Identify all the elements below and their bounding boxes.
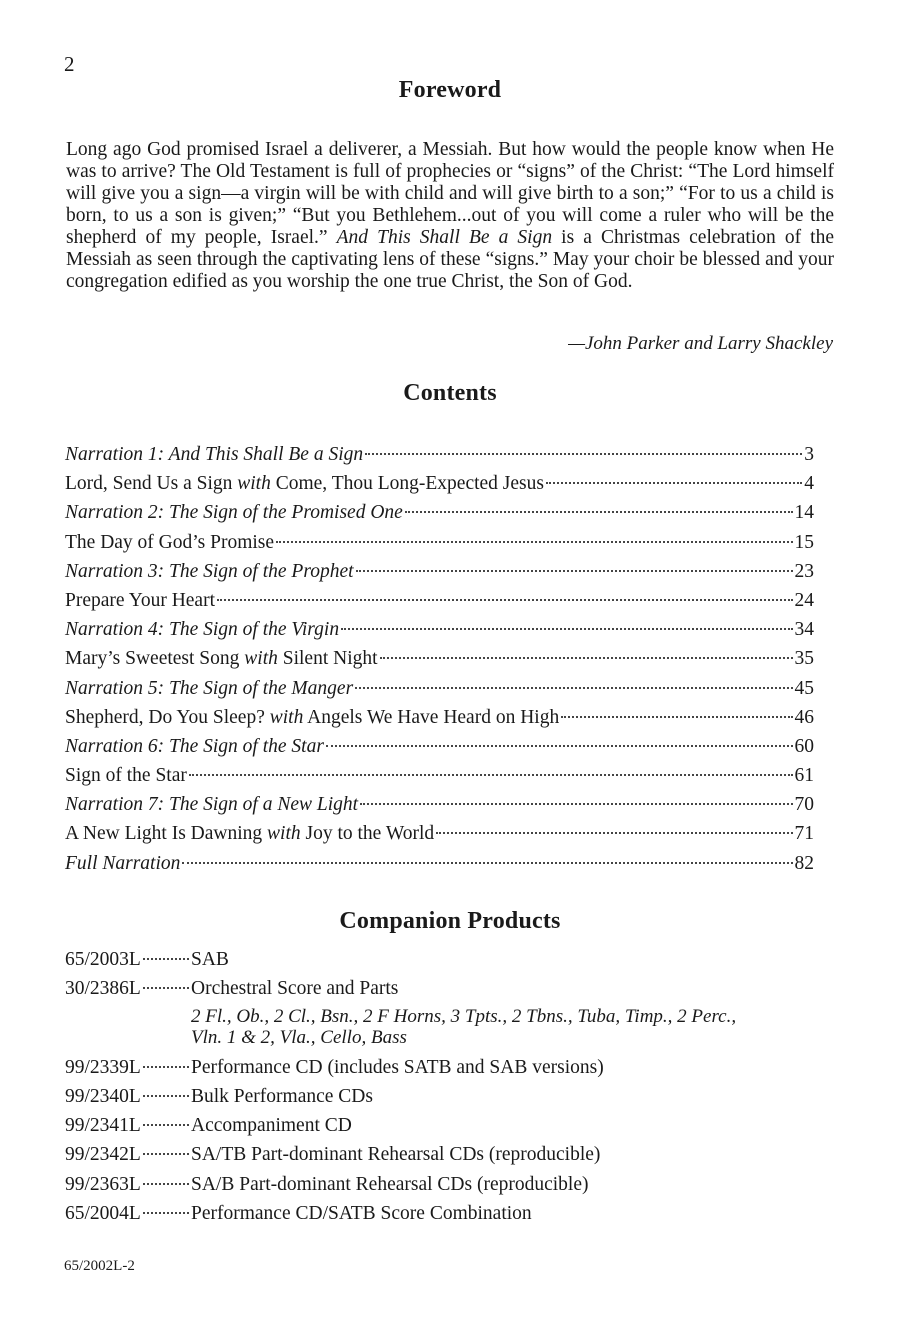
product-row [65,1053,845,1082]
toc-dot-leader [380,657,793,659]
toc-entry[interactable] [65,644,814,673]
toc-dot-leader [276,541,792,543]
toc-dot-leader [182,862,792,864]
product-row [65,945,845,974]
toc-entry-title [65,615,339,644]
product-dot-leader [143,1095,189,1097]
product-row [65,974,845,1003]
toc-dot-leader [546,482,802,484]
product-code [65,945,191,974]
toc-entry-page: 71 [794,823,814,845]
product-code [65,1170,191,1199]
toc-entry-page: 61 [794,765,814,787]
product-code-text: 99/2341L [65,1115,141,1137]
toc-entry[interactable] [65,615,814,644]
toc-entry-title-text: Narration 6: The Sign of the Star [65,735,324,757]
toc-entry-page: 60 [794,735,814,757]
product-description: SAB [191,949,229,970]
contents-list [65,440,814,878]
toc-entry-page: 82 [794,852,814,874]
toc-entry-page: 24 [794,589,814,611]
product-item [65,1053,845,1082]
toc-entry-title [65,761,187,790]
toc-entry-title-text: Full Narration [65,852,181,874]
product-item [65,945,845,974]
toc-entry-page: 3 [804,444,814,465]
product-dot-leader [143,1066,189,1068]
toc-entry[interactable] [65,469,814,498]
product-item [65,1140,845,1169]
toc-entry-page: 23 [794,560,814,582]
product-row [65,1140,845,1169]
product-description: Performance CD/SATB Score Combination [191,1203,532,1225]
toc-entry-title-text: The Day of God’s Promise [65,531,275,553]
product-dot-leader [143,987,189,989]
toc-entry-title-text: Shepherd, Do You Sleep? [65,706,265,728]
toc-entry-title [65,790,358,819]
product-description: Performance CD (includes SATB and SAB versions) [191,1056,604,1078]
toc-entry-title-second: Come, Thou Long-Expected Jesus [275,473,544,495]
product-code-text: 65/2003L [65,949,141,970]
product-row [65,1111,845,1140]
toc-entry-title [65,674,353,703]
product-dot-leader [143,958,189,960]
product-item [65,1170,845,1199]
product-dot-leader [143,1183,189,1185]
product-code-text: 99/2339L [65,1056,141,1078]
toc-entry-with: with [244,648,278,670]
toc-entry-title-text: Narration 2: The Sign of the Promised One [65,502,403,524]
product-description: Orchestral Score and Parts [191,978,399,1000]
toc-dot-leader [405,511,793,513]
product-row [65,1199,845,1228]
toc-entry-with: with [237,473,271,495]
toc-dot-leader [365,453,802,455]
toc-entry-title-text: Mary’s Sweetest Song [65,648,240,670]
product-description: Bulk Performance CDs [191,1085,373,1107]
foreword-signature: —John Parker and Larry Shackley [568,333,833,354]
toc-entry-title-second: Joy to the World [305,823,435,845]
product-code [65,974,191,1003]
toc-entry[interactable] [65,761,814,790]
toc-entry-with: with [267,823,301,845]
companion-products-list [65,945,845,1228]
toc-entry-page: 35 [794,648,814,670]
foreword-body [66,139,834,293]
toc-entry-title-text: Narration 3: The Sign of the Prophet [65,560,354,582]
toc-dot-leader [436,832,792,834]
toc-entry-title-text: Narration 7: The Sign of a New Light [65,794,359,816]
toc-entry-title [65,498,403,527]
toc-entry-title [65,586,215,615]
toc-entry-title [65,469,544,498]
product-row [65,1170,845,1199]
toc-entry[interactable] [65,819,814,848]
product-row [65,1082,845,1111]
product-code [65,1111,191,1140]
product-code-text: 99/2340L [65,1085,141,1107]
toc-entry[interactable] [65,528,814,557]
product-code-text: 65/2004L [65,1203,141,1225]
toc-entry-title-text: Narration 4: The Sign of the Virgin [65,619,340,641]
toc-entry[interactable] [65,557,814,586]
product-item [65,974,845,1047]
toc-entry[interactable] [65,498,814,527]
toc-entry-page: 70 [794,794,814,816]
toc-entry-page: 34 [794,619,814,641]
foreword-italic-title: And This Shall Be a Sign [336,227,553,248]
product-description: SA/B Part-dominant Rehearsal CDs (reproducible) [191,1173,589,1195]
toc-dot-leader [355,687,792,689]
toc-entry[interactable] [65,440,814,469]
toc-entry-title-text: A New Light Is Dawning [65,823,263,845]
toc-entry-title-text: Prepare Your Heart [65,589,216,611]
toc-entry-page: 15 [794,531,814,553]
toc-entry-title [65,440,363,469]
product-code-text: 99/2342L [65,1144,141,1166]
product-item [65,1199,845,1228]
product-item [65,1111,845,1140]
footer-catalog-code: 65/2002L-2 [64,1258,135,1274]
toc-entry[interactable] [65,732,814,761]
toc-entry-title-text: Lord, Send Us a Sign [65,473,233,495]
product-dot-leader [143,1153,189,1155]
product-description: SA/TB Part-dominant Rehearsal CDs (reproducible) [191,1144,601,1166]
product-code [65,1053,191,1082]
toc-dot-leader [356,570,793,572]
companion-products-title: Companion Products [339,908,561,934]
toc-entry-title-text: Sign of the Star [65,765,187,787]
product-description: Accompaniment CD [191,1115,352,1137]
toc-entry[interactable] [65,586,814,615]
product-code-text: 99/2363L [65,1173,141,1195]
toc-entry-page: 46 [794,706,814,728]
toc-entry-page: 14 [794,502,814,524]
product-item [65,1082,845,1111]
toc-entry-title [65,819,434,848]
toc-entry[interactable] [65,790,814,819]
toc-entry-title [65,557,354,586]
toc-dot-leader [360,803,792,805]
toc-entry-title-second: Silent Night [282,648,378,670]
product-dot-leader [143,1212,189,1214]
product-code-text: 30/2386L [65,978,141,1000]
product-code [65,1199,191,1228]
toc-entry-title [65,528,274,557]
toc-entry[interactable] [65,703,814,732]
toc-entry-title-text: Narration 1: And This Shall Be a Sign [65,444,364,465]
toc-dot-leader [189,774,793,776]
toc-dot-leader [217,599,792,601]
product-code [65,1082,191,1111]
toc-entry[interactable] [65,674,814,703]
toc-entry[interactable] [65,849,814,878]
foreword-title: Foreword [398,77,502,103]
contents-title: Contents [403,380,497,406]
toc-entry-title [65,644,378,673]
toc-entry-title-text: Narration 5: The Sign of the Manger [65,677,354,699]
toc-entry-title-second: Angels We Have Heard on High [307,706,560,728]
toc-entry-page: 45 [794,677,814,699]
page-number: 2 [64,52,75,76]
product-code [65,1140,191,1169]
toc-entry-page: 4 [804,473,814,495]
product-detail: 2 Fl., Ob., 2 Cl., Bsn., 2 F Horns, 3 Tpts., 2 Tbns., Tuba, Timp., 2 Perc., Vln. 1 & 2, Vla., Cello, Bass [191,1005,737,1048]
toc-dot-leader [326,745,793,747]
toc-dot-leader [561,716,792,718]
product-dot-leader [143,1124,189,1126]
foreword-text-part1: Long ago God promised Israel a deliverer, a Messiah. But how would the people know when He was to arrive? The Old Testament is full of prophecies or “signs” of the Christ: “The Lord himself will give you a sign—a virgin will be with child and will give birth to a son;” “For to us a child is born, to us a son is given;” “But you Bethlehem...out of you will come a ruler who will be the shepherd of my people, Israel.” [66,139,834,248]
toc-entry-title [65,849,180,878]
toc-dot-leader [341,628,792,630]
toc-entry-title [65,703,559,732]
foreword-text-part2: is a Christmas celebration of the Messiah as seen through the captivating lens of these “signs.” May your choir be blessed and your congregation edified as you worship the one true Christ, the Son of God. [66,227,834,292]
toc-entry-title [65,732,324,761]
toc-entry-with: with [269,706,304,728]
